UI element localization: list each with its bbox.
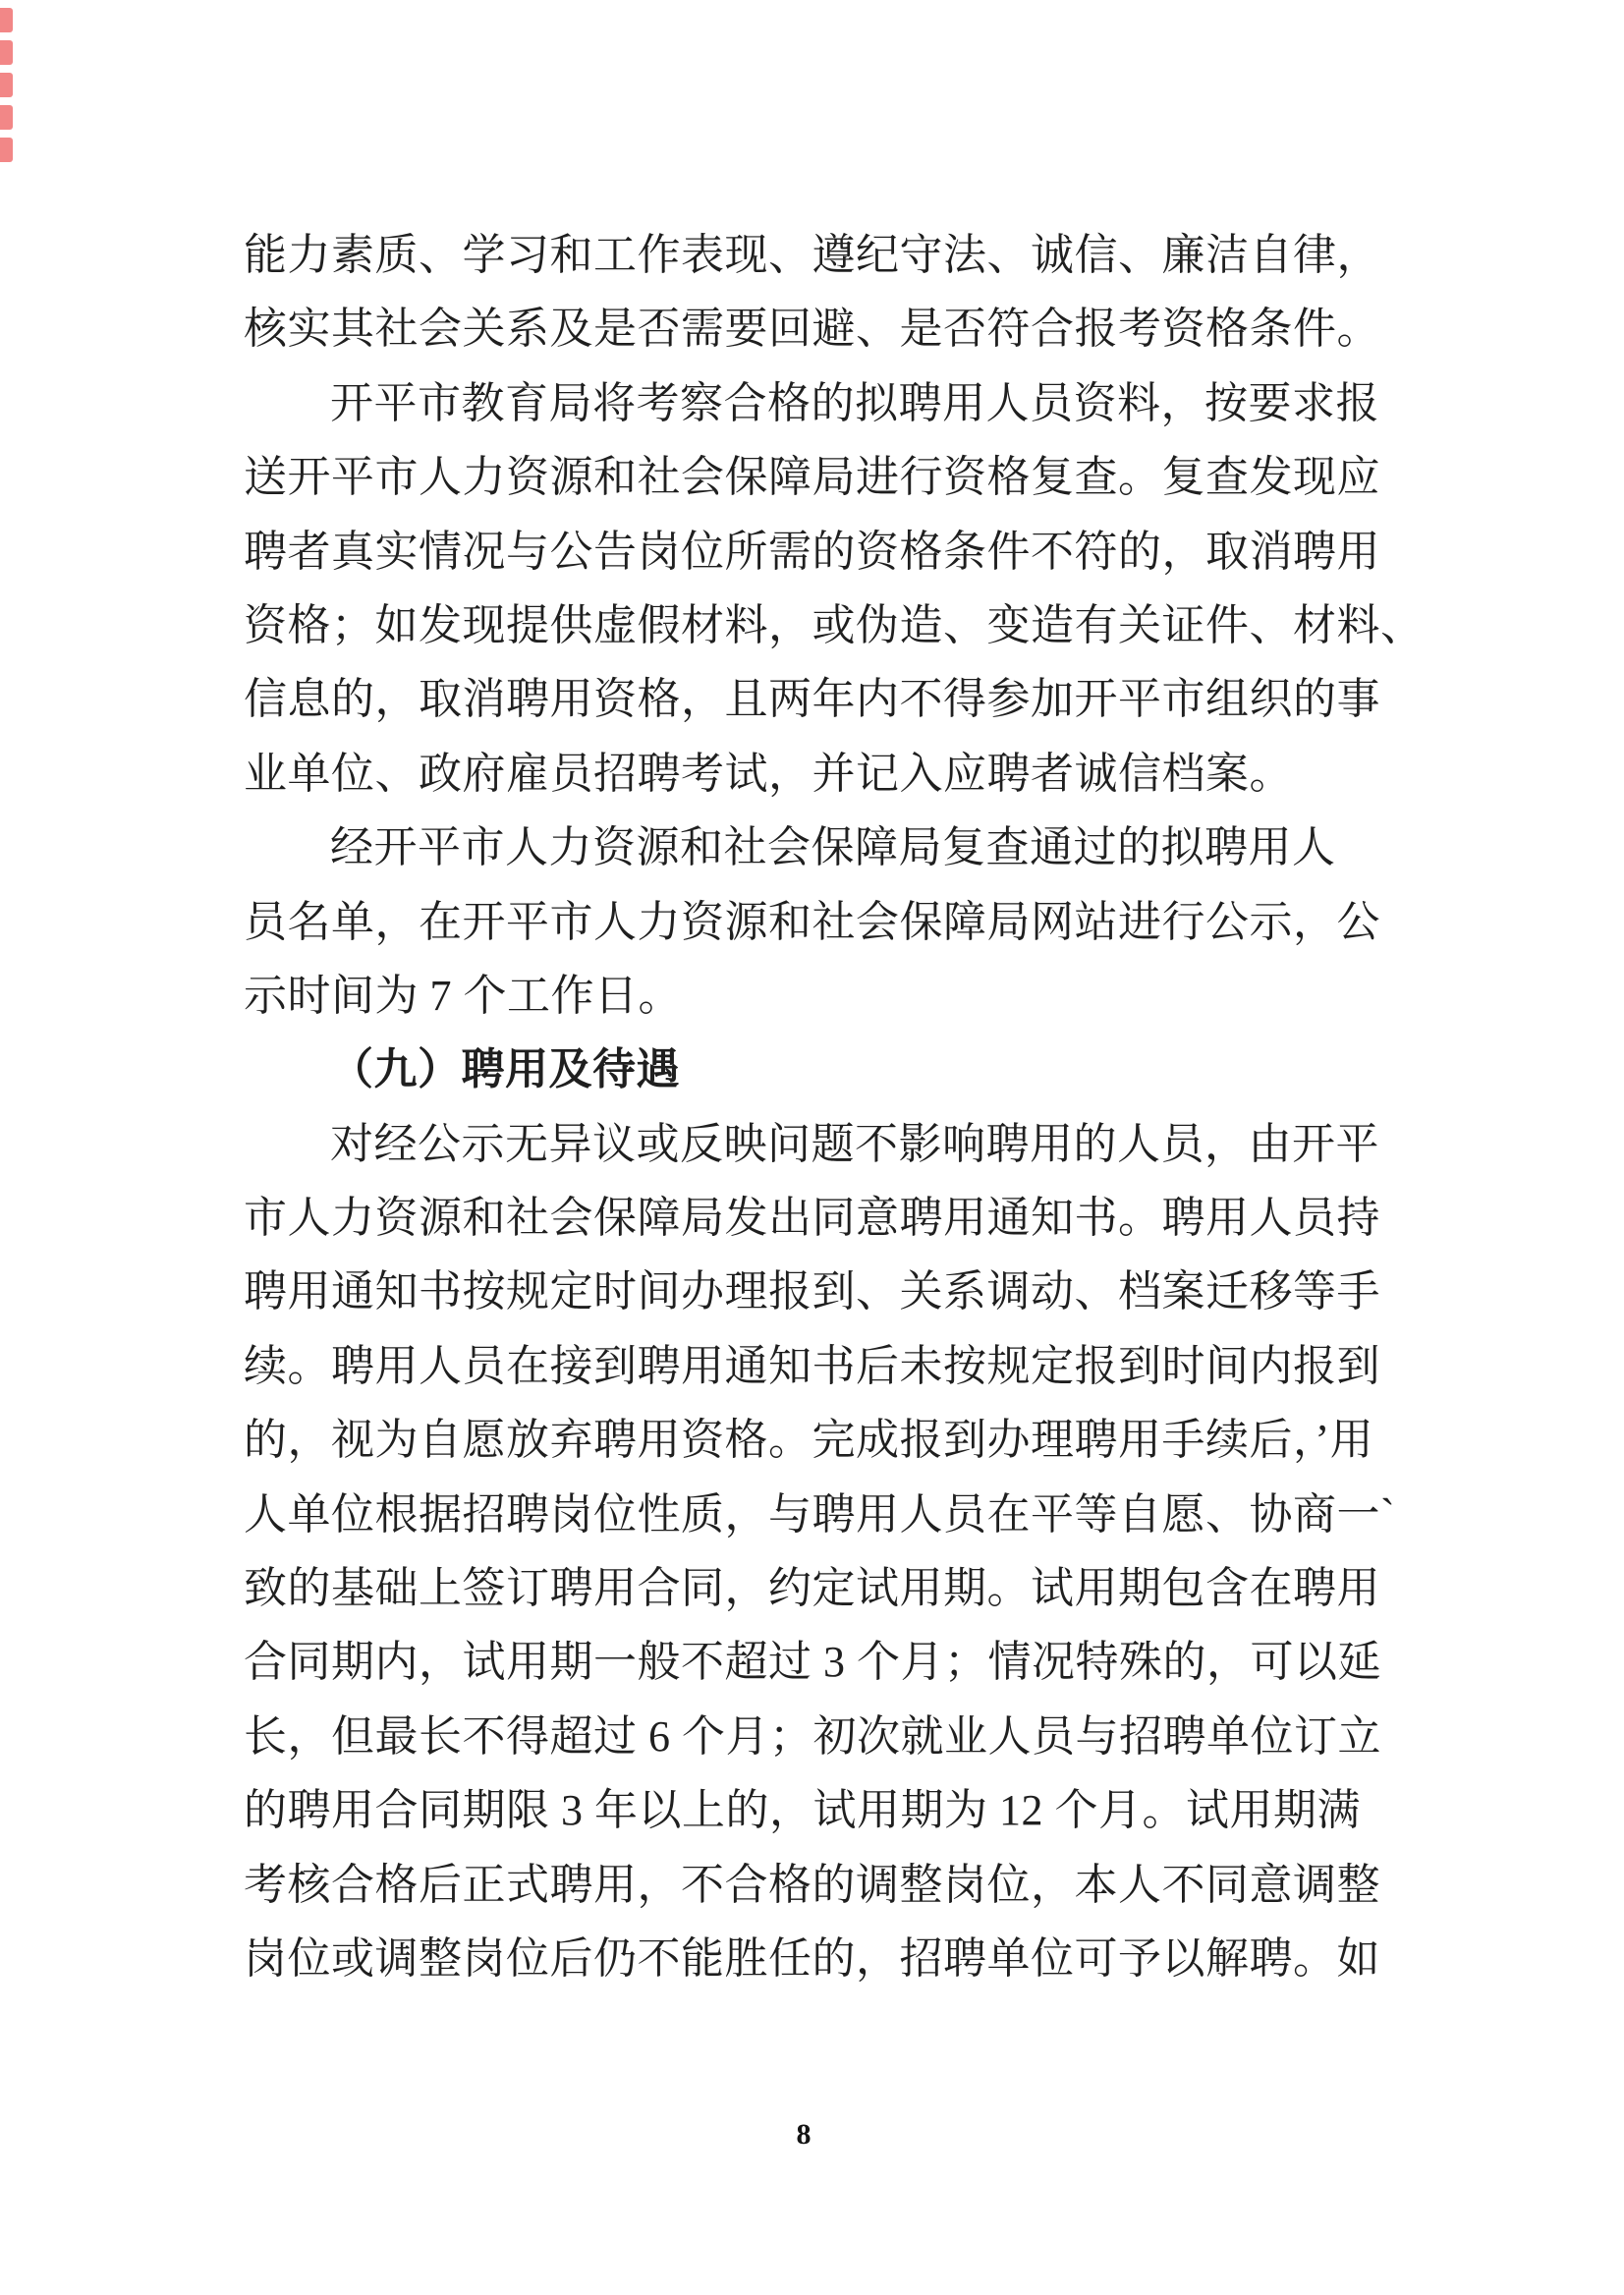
red-scan-mark bbox=[0, 40, 13, 65]
page-number: 8 bbox=[796, 2118, 812, 2151]
text-line: 开平市教育局将考察合格的拟聘用人员资料，按要求报 bbox=[330, 378, 1379, 427]
text-line: 信息的，取消聘用资格，且两年内不得参加开平市组织的事 bbox=[244, 675, 1380, 724]
red-scan-mark bbox=[0, 73, 13, 97]
text-line: 长，但最长不得超过 6 个月；初次就业人员与招聘单位订立 bbox=[244, 1711, 1381, 1761]
text-line: 员名单，在开平市人力资源和社会保障局网站进行公示，公 bbox=[244, 897, 1380, 946]
text-line: 的聘用合同期限 3 年以上的，试用期为 12 个月。试用期满 bbox=[244, 1786, 1361, 1835]
red-scan-mark bbox=[0, 138, 13, 162]
red-scan-mark bbox=[0, 105, 13, 130]
text-line: 经开平市人力资源和社会保障局复查通过的拟聘用人 bbox=[330, 823, 1336, 872]
red-scan-mark bbox=[0, 8, 13, 32]
section-heading: （九）聘用及待遇 bbox=[330, 1045, 680, 1094]
text-line: 核实其社会关系及是否需要回避、是否符合报考资格条件。 bbox=[244, 305, 1380, 354]
text-line: 续。聘用人员在接到聘用通知书后未按规定报到时间内报到 bbox=[244, 1341, 1380, 1390]
text-line: 人单位根据招聘岗位性质，与聘用人员在平等自愿、协商一` bbox=[244, 1489, 1396, 1539]
text-line: 市人力资源和社会保障局发出同意聘用通知书。聘用人员持 bbox=[244, 1194, 1380, 1243]
text-line: 业单位、政府雇员招聘考试，并记入应聘者诚信档案。 bbox=[244, 749, 1293, 798]
text-line: 的，视为自愿放弃聘用资格。完成报到办理聘用手续后，’用 bbox=[244, 1416, 1374, 1465]
text-line: 聘者真实情况与公告岗位所需的资格条件不符的，取消聘用 bbox=[244, 527, 1380, 576]
text-line: 能力素质、学习和工作表现、遵纪守法、诚信、廉洁自律， bbox=[244, 231, 1380, 279]
text-line: 送开平市人力资源和社会保障局进行资格复查。复查发现应 bbox=[244, 453, 1380, 502]
text-line: 聘用通知书按规定时间办理报到、关系调动、档案迁移等手 bbox=[244, 1267, 1380, 1316]
document-body bbox=[244, 218, 1432, 1995]
text-line: 岗位或调整岗位后仍不能胜任的，招聘单位可予以解聘。如 bbox=[244, 1933, 1380, 1983]
text-line: 示时间为 7 个工作日。 bbox=[244, 971, 682, 1020]
text-line: 致的基础上签订聘用合同，约定试用期。试用期包含在聘用 bbox=[244, 1564, 1380, 1613]
text-line: 合同期内，试用期一般不超过 3 个月；情况特殊的，可以延 bbox=[244, 1638, 1381, 1687]
text-line: 资格；如发现提供虚假材料，或伪造、变造有关证件、材料、 bbox=[244, 600, 1425, 649]
text-line: 考核合格后正式聘用，不合格的调整岗位，本人不同意调整 bbox=[244, 1860, 1380, 1909]
text-line: 对经公示无异议或反映问题不影响聘用的人员，由开平 bbox=[330, 1119, 1379, 1168]
